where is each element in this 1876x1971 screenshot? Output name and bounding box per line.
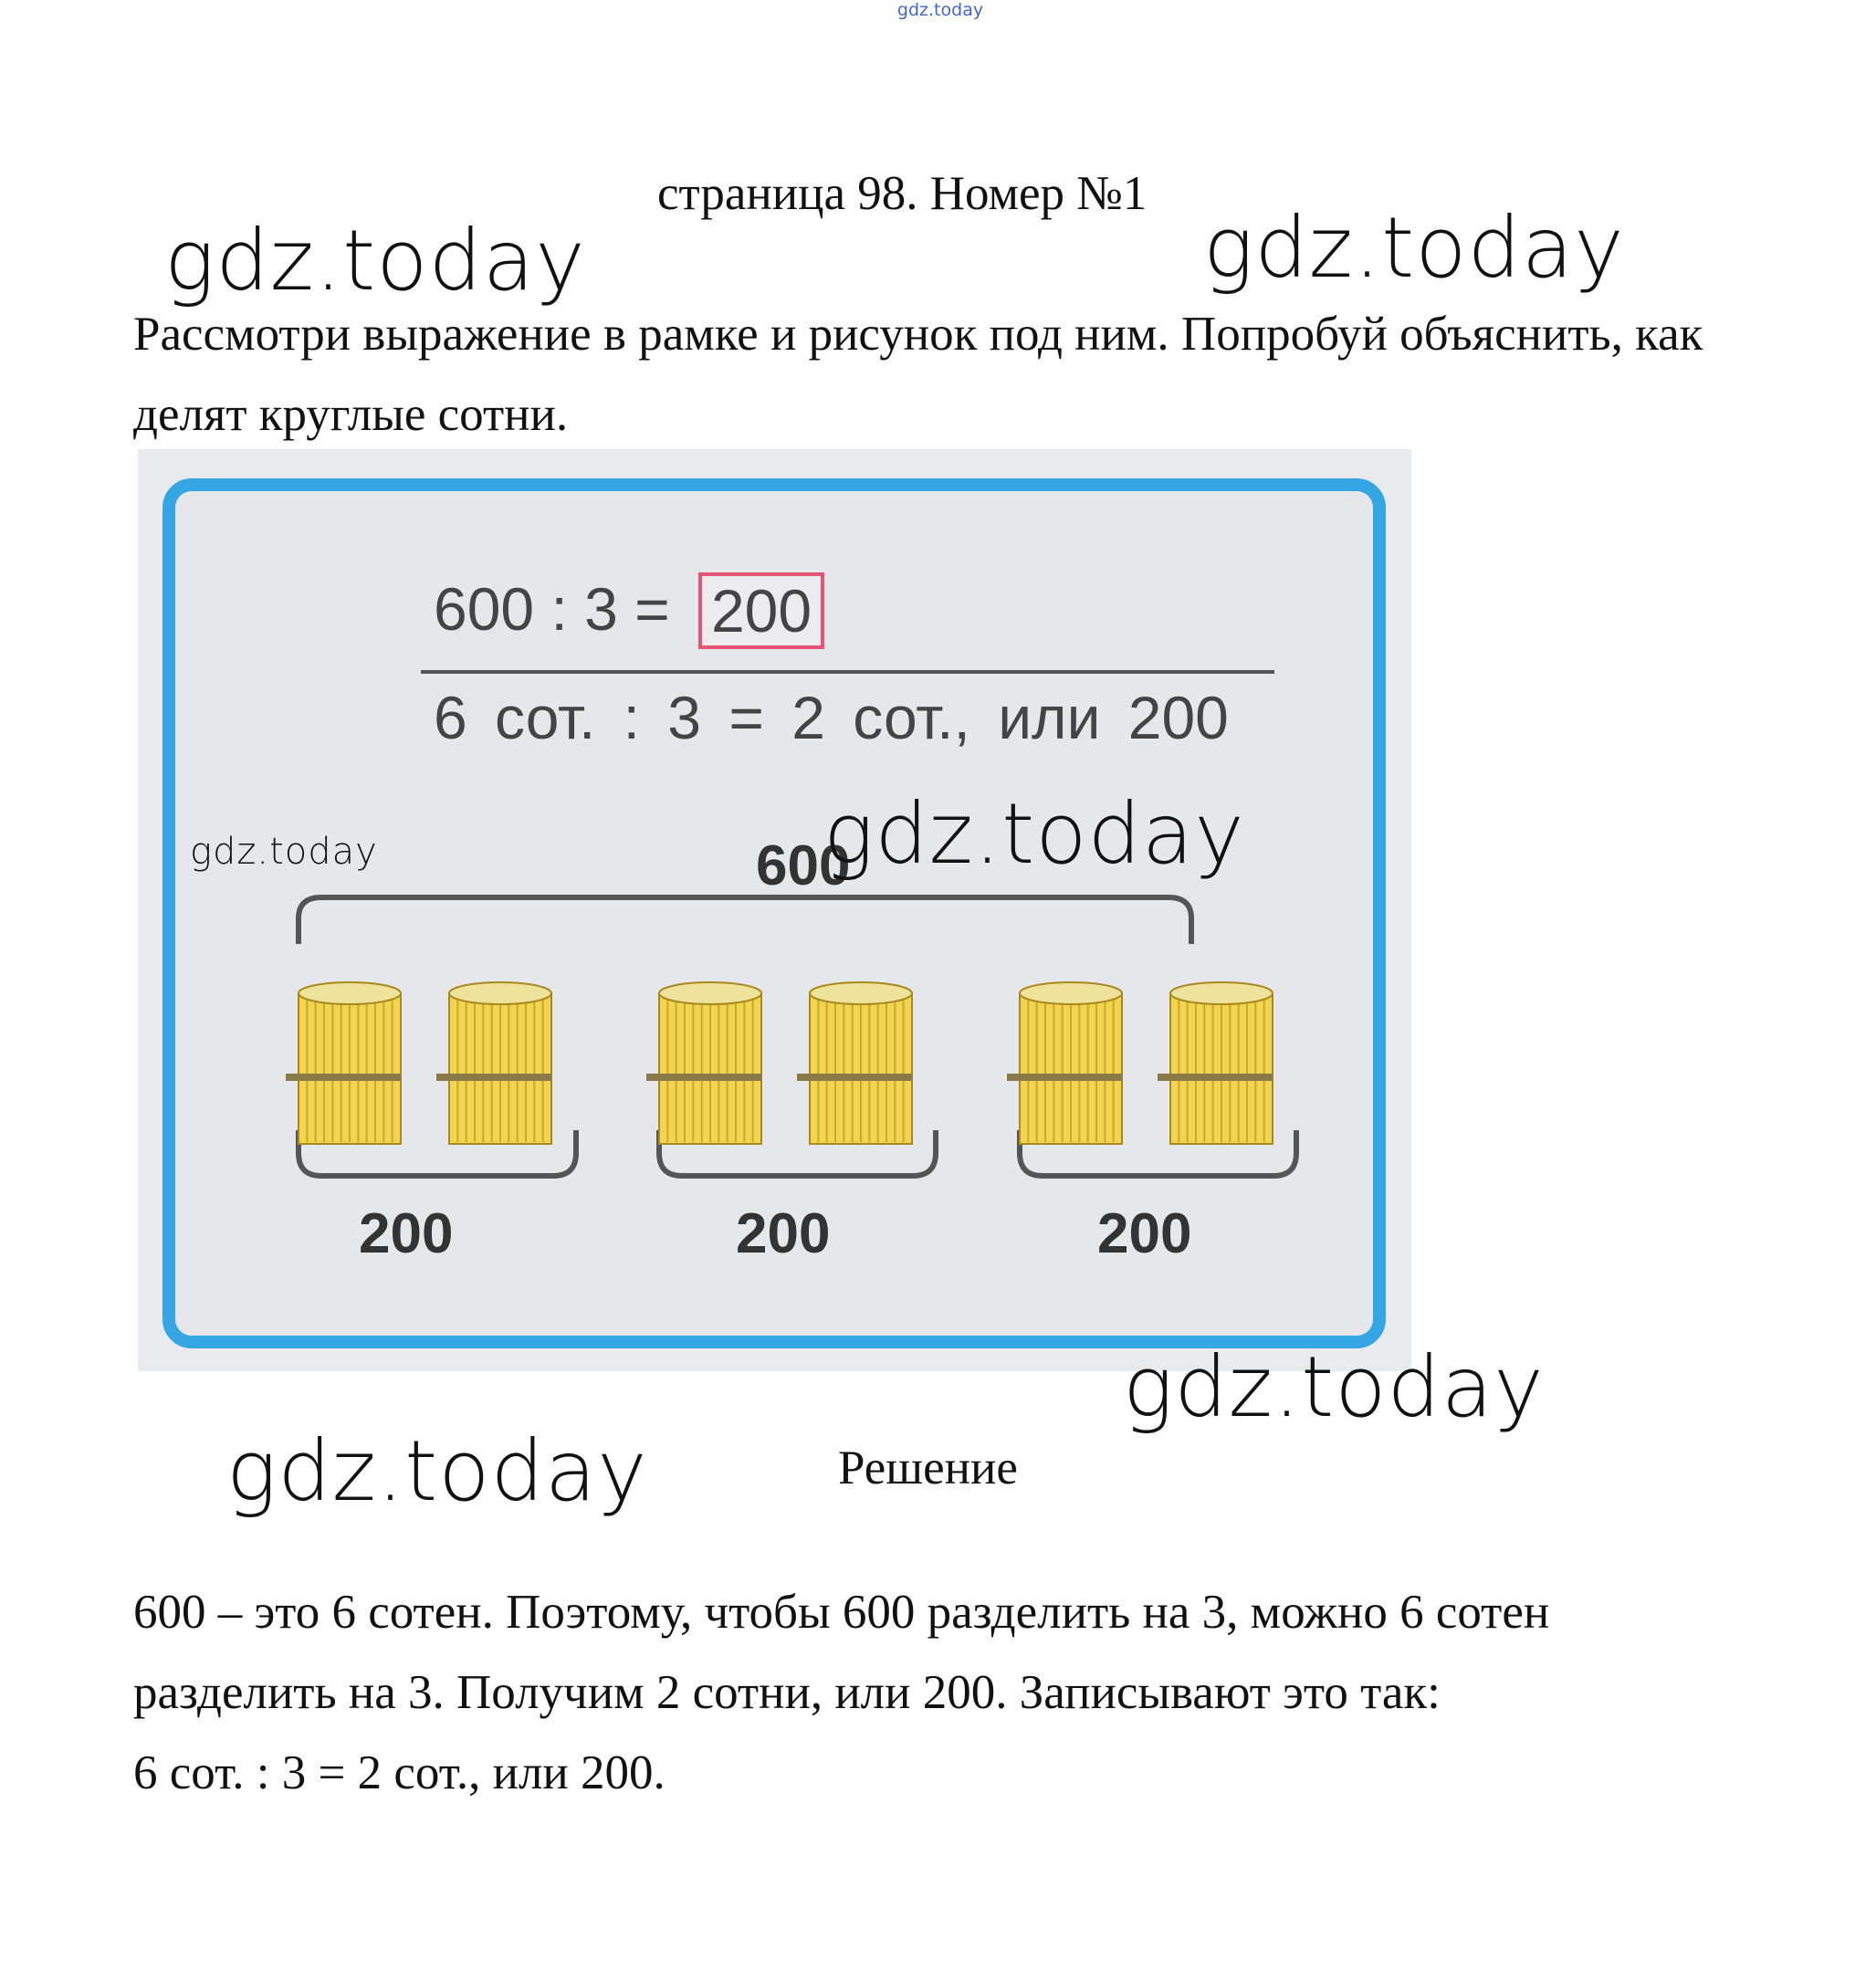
bundle-of-hundred — [286, 982, 401, 1144]
solution-label: Решение — [838, 1442, 1018, 1494]
textbook-figure — [138, 449, 1411, 1371]
watermark: gdz.today — [1203, 199, 1625, 297]
solution-line: разделить на 3. Получим 2 сотни, или 200. Записывают это так: — [133, 1666, 1441, 1719]
watermark: gdz.today — [226, 1422, 648, 1520]
watermark: gdz.today — [190, 831, 378, 873]
solution-text — [133, 1572, 1776, 1813]
bundle-of-hundred — [436, 982, 551, 1144]
page-title: страница 98. Номер №1 — [657, 167, 1148, 220]
top-watermark: gdz.today — [896, 0, 984, 20]
solution-line: 6 сот. : 3 = 2 сот., или 200. — [133, 1746, 666, 1799]
figure-frame — [162, 478, 1386, 1348]
watermark: gdz.today — [823, 785, 1245, 883]
group-label-2: 200 — [736, 1202, 831, 1265]
equation-left: 600 : 3 = — [434, 575, 670, 643]
watermark: gdz.today — [1123, 1338, 1545, 1436]
equation-bottom: 6 сот. : 3 = 2 сот., или 200 — [434, 684, 1229, 751]
bundle-of-hundred — [646, 982, 761, 1144]
bundle-of-hundred — [797, 982, 912, 1144]
task-text: Рассмотри выражение в рамке и рисунок под ним. Попробуй объяснить, как делят круглые сотни. — [133, 308, 1703, 441]
solution-line: 600 – это 6 сотен. Поэтому, чтобы 600 разделить на 3, можно 6 сотен — [133, 1586, 1550, 1639]
watermark: gdz.today — [164, 212, 586, 309]
bundle-of-hundred — [1158, 982, 1273, 1144]
group-label-1: 200 — [359, 1202, 454, 1265]
answer-box: 200 — [698, 572, 824, 649]
bundle-of-hundred — [1007, 982, 1122, 1144]
top-brace — [299, 897, 1191, 944]
group-label-3: 200 — [1097, 1202, 1192, 1265]
total-label: 600 — [756, 834, 851, 897]
